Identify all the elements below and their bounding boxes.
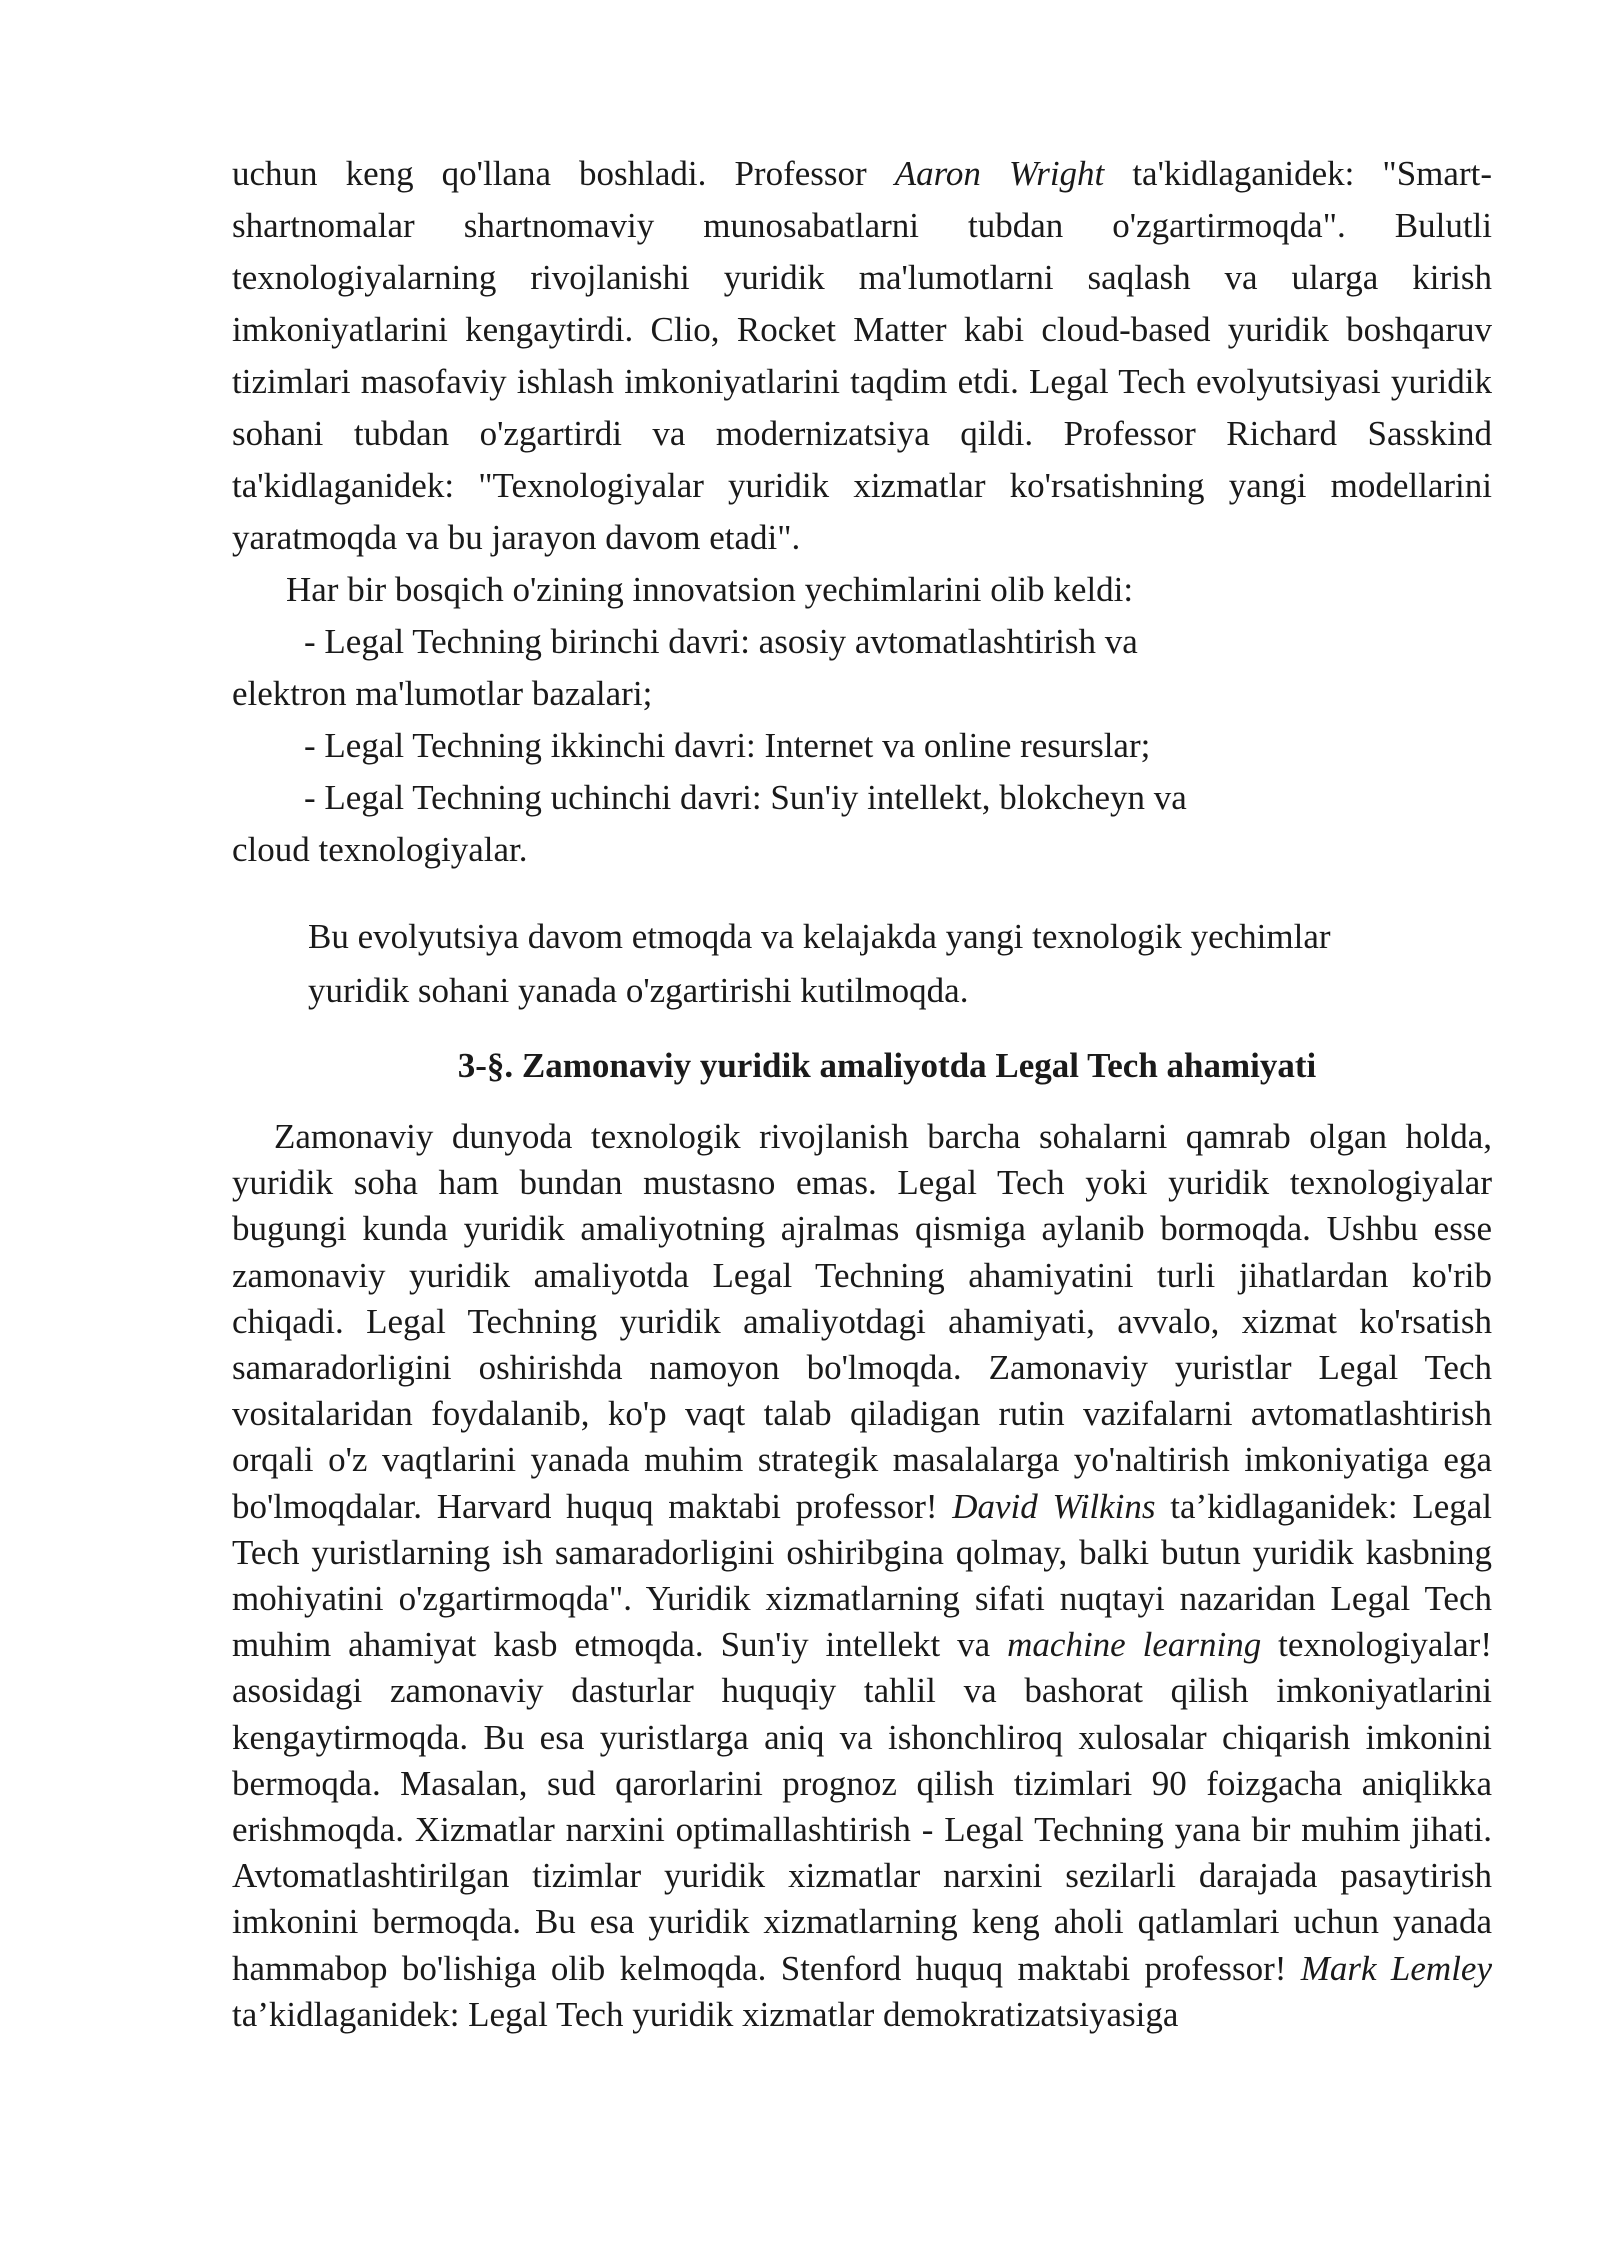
closing-line: Bu evolyutsiya davom etmoqda va kelajakda yangi texnologik yechimlar [308,917,1331,956]
term: machine learning [1007,1625,1262,1665]
stages-intro: Har bir bosqich o'zining innovatsion yechimlarini olib keldi: [286,570,1134,609]
text-segment: Zamonaviy dunyoda texnologik rivojlanish barcha sohalarni qamrab olgan holda, yuridik soha ham bundan mustasno emas. Legal Tech yoki yuridik texnologiyalar bugungi kunda yuridik amaliyotning ajralmas qismiga aylanib bormoqda. Ushbu esse zamonaviy yuridik amaliyotda Legal Techning ahamiyatini turli jihatlardan ko'rib chiqadi. Legal Techning yuridik amaliyotdagi ahamiyati, avvalo, xizmat ko'rsatish samaradorligini oshirishda namoyon bo'lmoqda. Zamonaviy yuristlar Legal Tech vositalaridan foydalanib, ko'p vaqt talab qiladigan rutin vazifalarni avtomatlashtirish orqali o'z vaqtlarini yanada muhim strategik masalalarga yo'naltirish imkoniyatiga ega bo'lmoqdalar. Harvard huquq maktabi professor! [232,1117,1492,1526]
list-item-line: - Legal Techning uchinchi davri: Sun'iy intellekt, blokcheyn va [304,778,1187,817]
list-item [232,616,1492,720]
list-item [232,720,1492,772]
person-name: Aaron Wright [894,154,1105,193]
list-item-continuation: elektron ma'lumotlar bazalari; [232,674,653,713]
list-item [232,772,1492,876]
paragraph-smart-contracts [232,148,1492,564]
text-segment: ta'kidlaganidek: "Smart-shartnomalar shartnomaviy munosabatlarni tubdan o'zgartirmoqda". Bulutli texnologiyalarning rivojlanishi yuridik ma'lumotlarni saqlash va ularga kirish imkoniyatlarini kengaytirdi. Clio, Rocket Matter kabi cloud-based yuridik boshqaruv tizimlari masofaviy ishlash imkoniyatlarini taqdim etdi. Legal Tech evolyutsiyasi yuridik sohani tubdan o'zgartirdi va modernizatsiya qildi. Professor Richard Sasskind ta'kidlaganidek: "Texnologiyalar yuridik xizmatlar ko'rsatishning yangi modellarini yaratmoqda va bu jarayon davom etadi". [232,154,1492,557]
section-heading: 3-§. Zamonaviy yuridik amaliyotda Legal Tech ahamiyati [457,1046,1317,1085]
text-segment: ta’kidlaganidek: Legal Tech yuridik xizmatlar demokratizatsiyasiga [232,1994,1179,2034]
person-name: David Wilkins [952,1486,1156,1526]
paragraph-legal-tech-importance [232,1114,1492,2038]
text-segment: ta’kidlaganidek: Legal Tech yuristlarning ish samaradorligini oshiribgina qolmay, balki butun yuridik kasbning mohiyatini o'zgartirmoqda". Yuridik xizmatlarning sifati nuqtayi nazaridan Legal Tech muhim ahamiyat kasb etmoqda. Sun'iy intellekt va [232,1486,1492,1665]
person-name: Mark Lemley [1300,1948,1492,1988]
list-item-line: - Legal Techning birinchi davri: asosiy avtomatlashtirish va [304,622,1138,661]
text-segment: texnologiyalar! asosidagi zamonaviy dasturlar huquqiy tahlil va bashorat qilish imkoniyatlarini kengaytirmoqda. Bu esa yuristlarga aniq va ishonchliroq xulosalar chiqarish imkonini bermoqda. Masalan, sud qarorlarini prognoz qilish tizimlari 90 foizgacha aniqlikka erishmoqda. Xizmatlar narxini optimallashtirish - Legal Techning yana bir muhim jihati. Avtomatlashtirilgan tizimlar yuridik xizmatlar narxini sezilarli darajada pasaytirish imkonini bermoqda. Bu esa yuridik xizmatlarning keng aholi qatlamlari uchun yanada hammabop bo'lishiga olib kelmoqda. Stenford huquq maktabi professor! [232,1625,1492,1988]
list-item-continuation: cloud texnologiyalar. [232,830,528,869]
list-item-line: - Legal Techning ikkinchi davri: Internet va online resurslar; [304,726,1151,765]
text-segment: uchun keng qo'llana boshladi. Professor [232,154,895,193]
closing-line: yuridik sohani yanada o'zgartirishi kutilmoqda. [308,971,969,1010]
closing-paragraph [232,910,1492,1018]
document-page [232,148,1492,2038]
